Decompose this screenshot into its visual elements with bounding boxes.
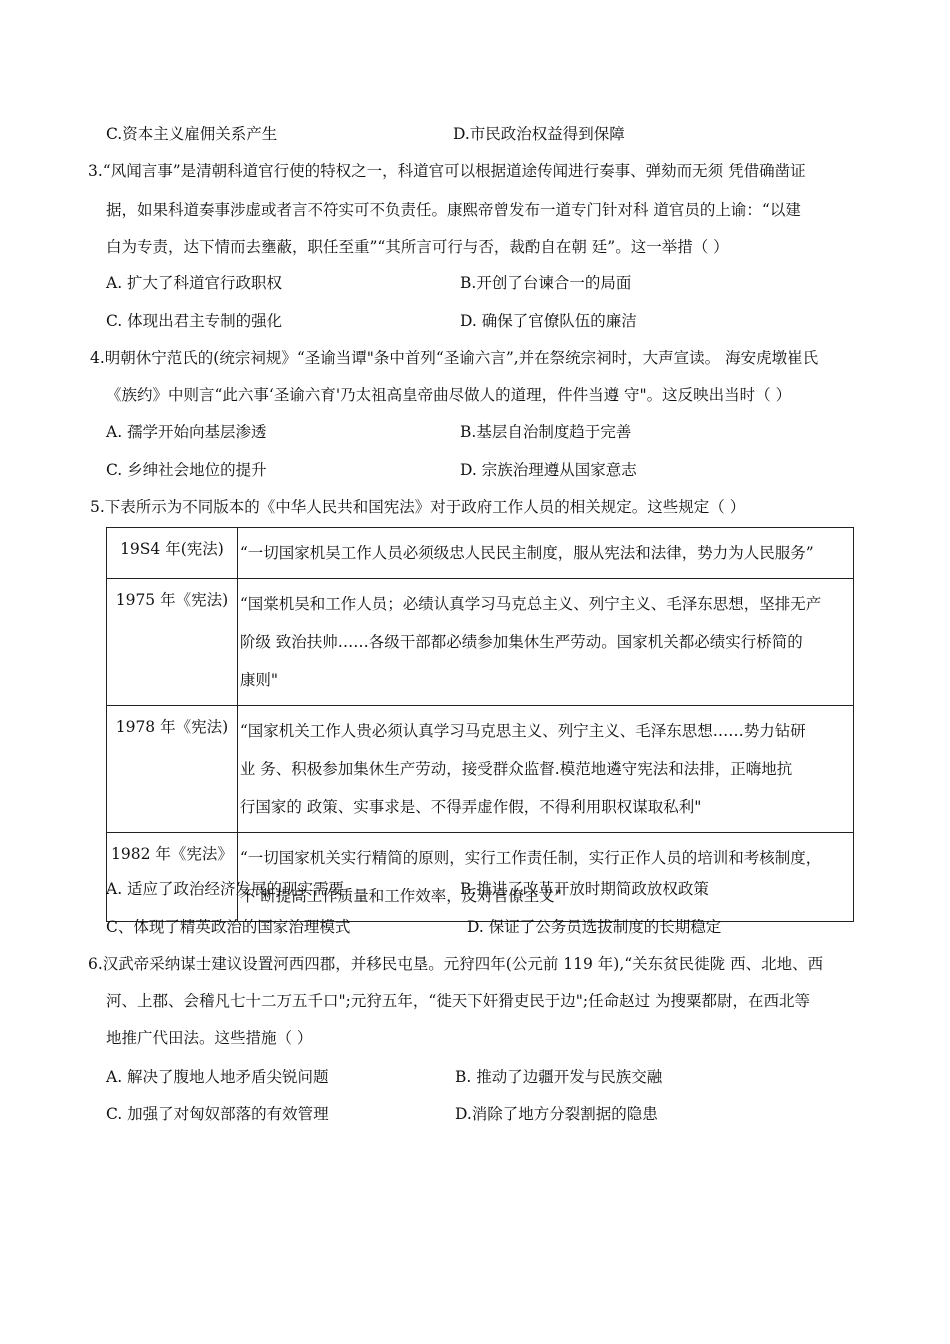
table-text-cell xyxy=(237,833,853,922)
table-text-line: 不 断提高工作质量和工作效率，反对官僚主义" xyxy=(239,887,562,905)
table-text-cell xyxy=(237,579,853,706)
q4-option-a: A. 孺学开始向基层渗透 xyxy=(106,423,267,441)
q3-stem-line-3: 白为专责，达下情而去壅蔽，职任至重”“其所言可行与否，裁酌自在朝 廷”。这一举措（ ） xyxy=(106,238,729,256)
q4-stem-line-1: 4.明朝休宁范氏的(统宗祠规》“圣谕当谭"条中首列“圣谕六言”,并在祭统宗祠时，大声宣读。 海安虎墩崔氏 xyxy=(90,349,819,367)
table-text-line: 康则" xyxy=(239,671,279,689)
q6-option-c: C. 加强了对匈奴部落的有效管理 xyxy=(106,1105,329,1123)
table-text-line: 业 务、积极参加集休生产劳动，接受群众监督.模范地遴守宪法和法排，正嗨地抗 xyxy=(239,760,793,778)
q6-option-a: A. 解决了腹地人地矛盾尖锐问题 xyxy=(106,1068,329,1086)
q3-option-b: B.开创了台谏合一的局面 xyxy=(460,274,632,292)
table-year-cell: 1975 年《宪法) xyxy=(107,579,238,706)
table-text-cell xyxy=(237,528,853,579)
q3-stem-line-2: 据，如果科道奏事涉虚或者言不符实可不负责任。康熙帝曾发布一道专门针对科 道官员的上谕：“以建 xyxy=(106,201,801,219)
table-row xyxy=(107,528,854,579)
q6-stem-line-2: 河、上郡、会稽凡七十二万五千口";元狩五年，“徙天下奸猾吏民于边";任命赵过 为搜粟都尉，在西北等 xyxy=(106,992,811,1010)
table-text-line: “国家机关工作人贵必须认真学习马克思主义、列宁主义、毛泽东思想……势力钻研 xyxy=(239,722,806,740)
table-row xyxy=(107,706,854,833)
q4-option-c: C. 乡绅社会地位的提升 xyxy=(106,461,267,479)
q4-option-d: D. 宗族治理遵从国家意志 xyxy=(460,461,637,479)
table-year-cell: 19S4 年(宪法) xyxy=(107,528,238,579)
table-year-cell: 1982 年《宪法》 xyxy=(107,833,238,922)
table-text-line: “一切国家机吴工作人员必须级忠人民民主制度，服从宪法和法律，势力为人民服务” xyxy=(239,544,814,562)
q5-option-d: D. 保证了公务员选拔制度的长期稳定 xyxy=(467,918,722,936)
table-text-line: “一切国家机关实行精简的原则，实行工作责任制，实行正作人员的培训和考核制度， xyxy=(239,849,822,867)
q3-stem-line-1: 3.“风闻言事”是清朝科道官行使的特权之一，科道官可以根据道途传闻进行奏事、弹劾而无须 凭借确凿证 xyxy=(88,162,806,180)
table-row xyxy=(107,833,854,922)
q5-stem: 5.下表所示为不同版本的《中华人民共和国宪法》对于政府工作人员的相关规定。这些规定（ ） xyxy=(90,498,746,516)
q3-option-d: D. 确保了官僚队伍的廉洁 xyxy=(460,312,637,330)
q6-option-d: D.消除了地方分裂割据的隐患 xyxy=(455,1105,658,1123)
q6-stem-line-3: 地推广代田法。这些措施（ ） xyxy=(106,1029,313,1047)
q3-option-c: C. 体现出君主专制的强化 xyxy=(106,312,283,330)
table-text-line: 行国家的 政策、实事求是、不得弄虚作假，不得利用职权谋取私利" xyxy=(239,798,702,816)
table-row xyxy=(107,579,854,706)
q5-option-a: A. 适应了政治经济发展的现实需要 xyxy=(106,880,345,898)
table-text-line: “国棠机吴和工作人员；必绩认真学习马克总主义、列宁主义、毛泽东思想，坚排无产 xyxy=(239,595,822,613)
q6-option-b: B. 推动了边疆开发与民族交融 xyxy=(455,1068,663,1086)
q4-option-b: B.基层自治制度趋于完善 xyxy=(460,423,632,441)
q4-stem-line-2: 《族约》中则言“此六事‘圣谕六育'乃太祖高皇帝曲尽做人的道理，件件当遵 守"。这反映出当时（ ） xyxy=(106,386,792,404)
table-text-line: 阶级 致治扶帅……各级干部都必绩参加集休生严劳动。国家机关都必绩实行桥简的 xyxy=(239,633,803,651)
q2-option-d: D.市民政治权益得到保障 xyxy=(453,125,625,143)
table-text-cell xyxy=(237,706,853,833)
q3-option-a: A. 扩大了科道官行政职权 xyxy=(106,274,283,292)
q5-option-b: B.推进了改革开放时期简政放权政策 xyxy=(460,880,709,898)
constitution-table xyxy=(106,527,854,922)
table-year-cell: 1978 年《宪法) xyxy=(107,706,238,833)
q6-stem-line-1: 6.汉武帝采纳谋士建议设置河西四郡，并移民屯垦。元狩四年(公元前 119 年),“关东贫民徙陇 西、北地、西 xyxy=(88,955,824,973)
q2-option-c: C.资本主义雇佣关系产生 xyxy=(106,125,278,143)
q5-option-c: C、体现了精英政治的国家治理模式 xyxy=(106,918,351,936)
